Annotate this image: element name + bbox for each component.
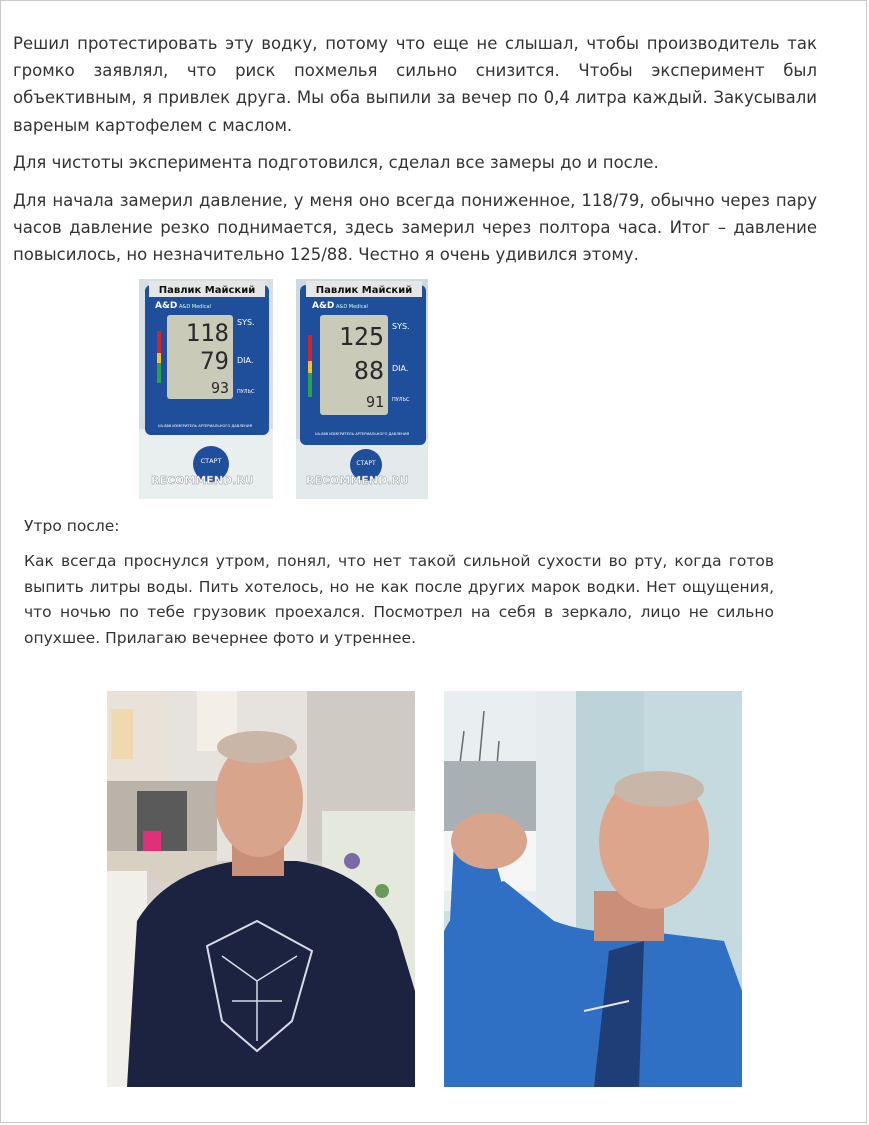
paragraph-preparation: Для чистоты эксперимента подготовился, сделал все замеры до и после. — [13, 153, 659, 172]
monitor-user-label: Павлик Майский — [315, 285, 413, 296]
monitor-model: UA-888 ИЗМЕРИТЕЛЬ АРТЕРИАЛЬНОГО ДАВЛЕНИЯ — [157, 424, 253, 428]
monitor-dia-label: DIA. — [237, 356, 254, 365]
monitor-brand: A&D — [312, 301, 335, 311]
paragraph-morning: Как всегда проснулся утром, понял, что нет такой сильной сухости во рту, когда готов выпить литры воды. Пить хотелось, но не как после других марок водки. Нет ощущения, что ночью по тебе грузовик проехался. Посмотрел на себя в зеркало, лицо не сильно опухшее. Прилагаю вечернее фото и утреннее. — [24, 552, 774, 647]
paragraph-pressure: Для начала замерил давление, у меня оно всегда пониженное, 118/79, обычно через пару часов давление резко поднимается, здесь замерил через полтора часа. Итог – давление повысилось, но незначительно 125/88. Честно я очень удивился этому. — [13, 191, 817, 265]
bp-monitor-photo-before — [139, 279, 273, 499]
monitor-brand: A&D — [155, 301, 178, 311]
monitor-start-label: СТАРТ — [200, 457, 222, 465]
monitor-dia-value: 79 — [200, 347, 229, 375]
evening-photo — [107, 691, 415, 1087]
watermark: RECOMMEND.RU — [306, 474, 409, 487]
watermark: RECOMMEND.RU — [151, 474, 254, 487]
monitor-sys-value: 118 — [185, 319, 229, 347]
monitor-brand-sub: A&D Medical — [336, 304, 368, 310]
monitor-sys-value: 125 — [338, 322, 384, 351]
morning-heading: Утро после: — [24, 517, 120, 535]
monitor-dia-value: 88 — [353, 356, 384, 385]
monitor-brand-sub: A&D Medical — [179, 304, 211, 310]
monitor-user-label: Павлик Майский — [158, 285, 256, 296]
monitor-model: UA-888 ИЗМЕРИТЕЛЬ АРТЕРИАЛЬНОГО ДАВЛЕНИЯ — [314, 432, 410, 436]
paragraph-intro: Решил протестировать эту водку, потому что еще не слышал, чтобы производитель так громко заявлял, что риск похмелья сильно снизится. Чтобы эксперимент был объективным, я привлек друга. Мы оба выпили за вечер по 0,4 литра каждый. Закусывали вареным картофелем с маслом. — [13, 34, 817, 135]
bp-monitor-photo-after — [296, 279, 428, 499]
monitor-start-label: СТАРТ — [356, 460, 376, 467]
monitor-dia-label: DIA. — [392, 364, 409, 373]
monitor-pulse-label: ПУЛЬС — [392, 397, 410, 403]
monitor-pulse-label: ПУЛЬС — [237, 389, 255, 395]
monitor-pulse-value: 91 — [365, 393, 384, 411]
morning-photo — [444, 691, 742, 1087]
monitor-sys-label: SYS. — [392, 322, 410, 331]
monitor-sys-label: SYS. — [237, 318, 255, 327]
monitor-pulse-value: 93 — [210, 379, 229, 397]
